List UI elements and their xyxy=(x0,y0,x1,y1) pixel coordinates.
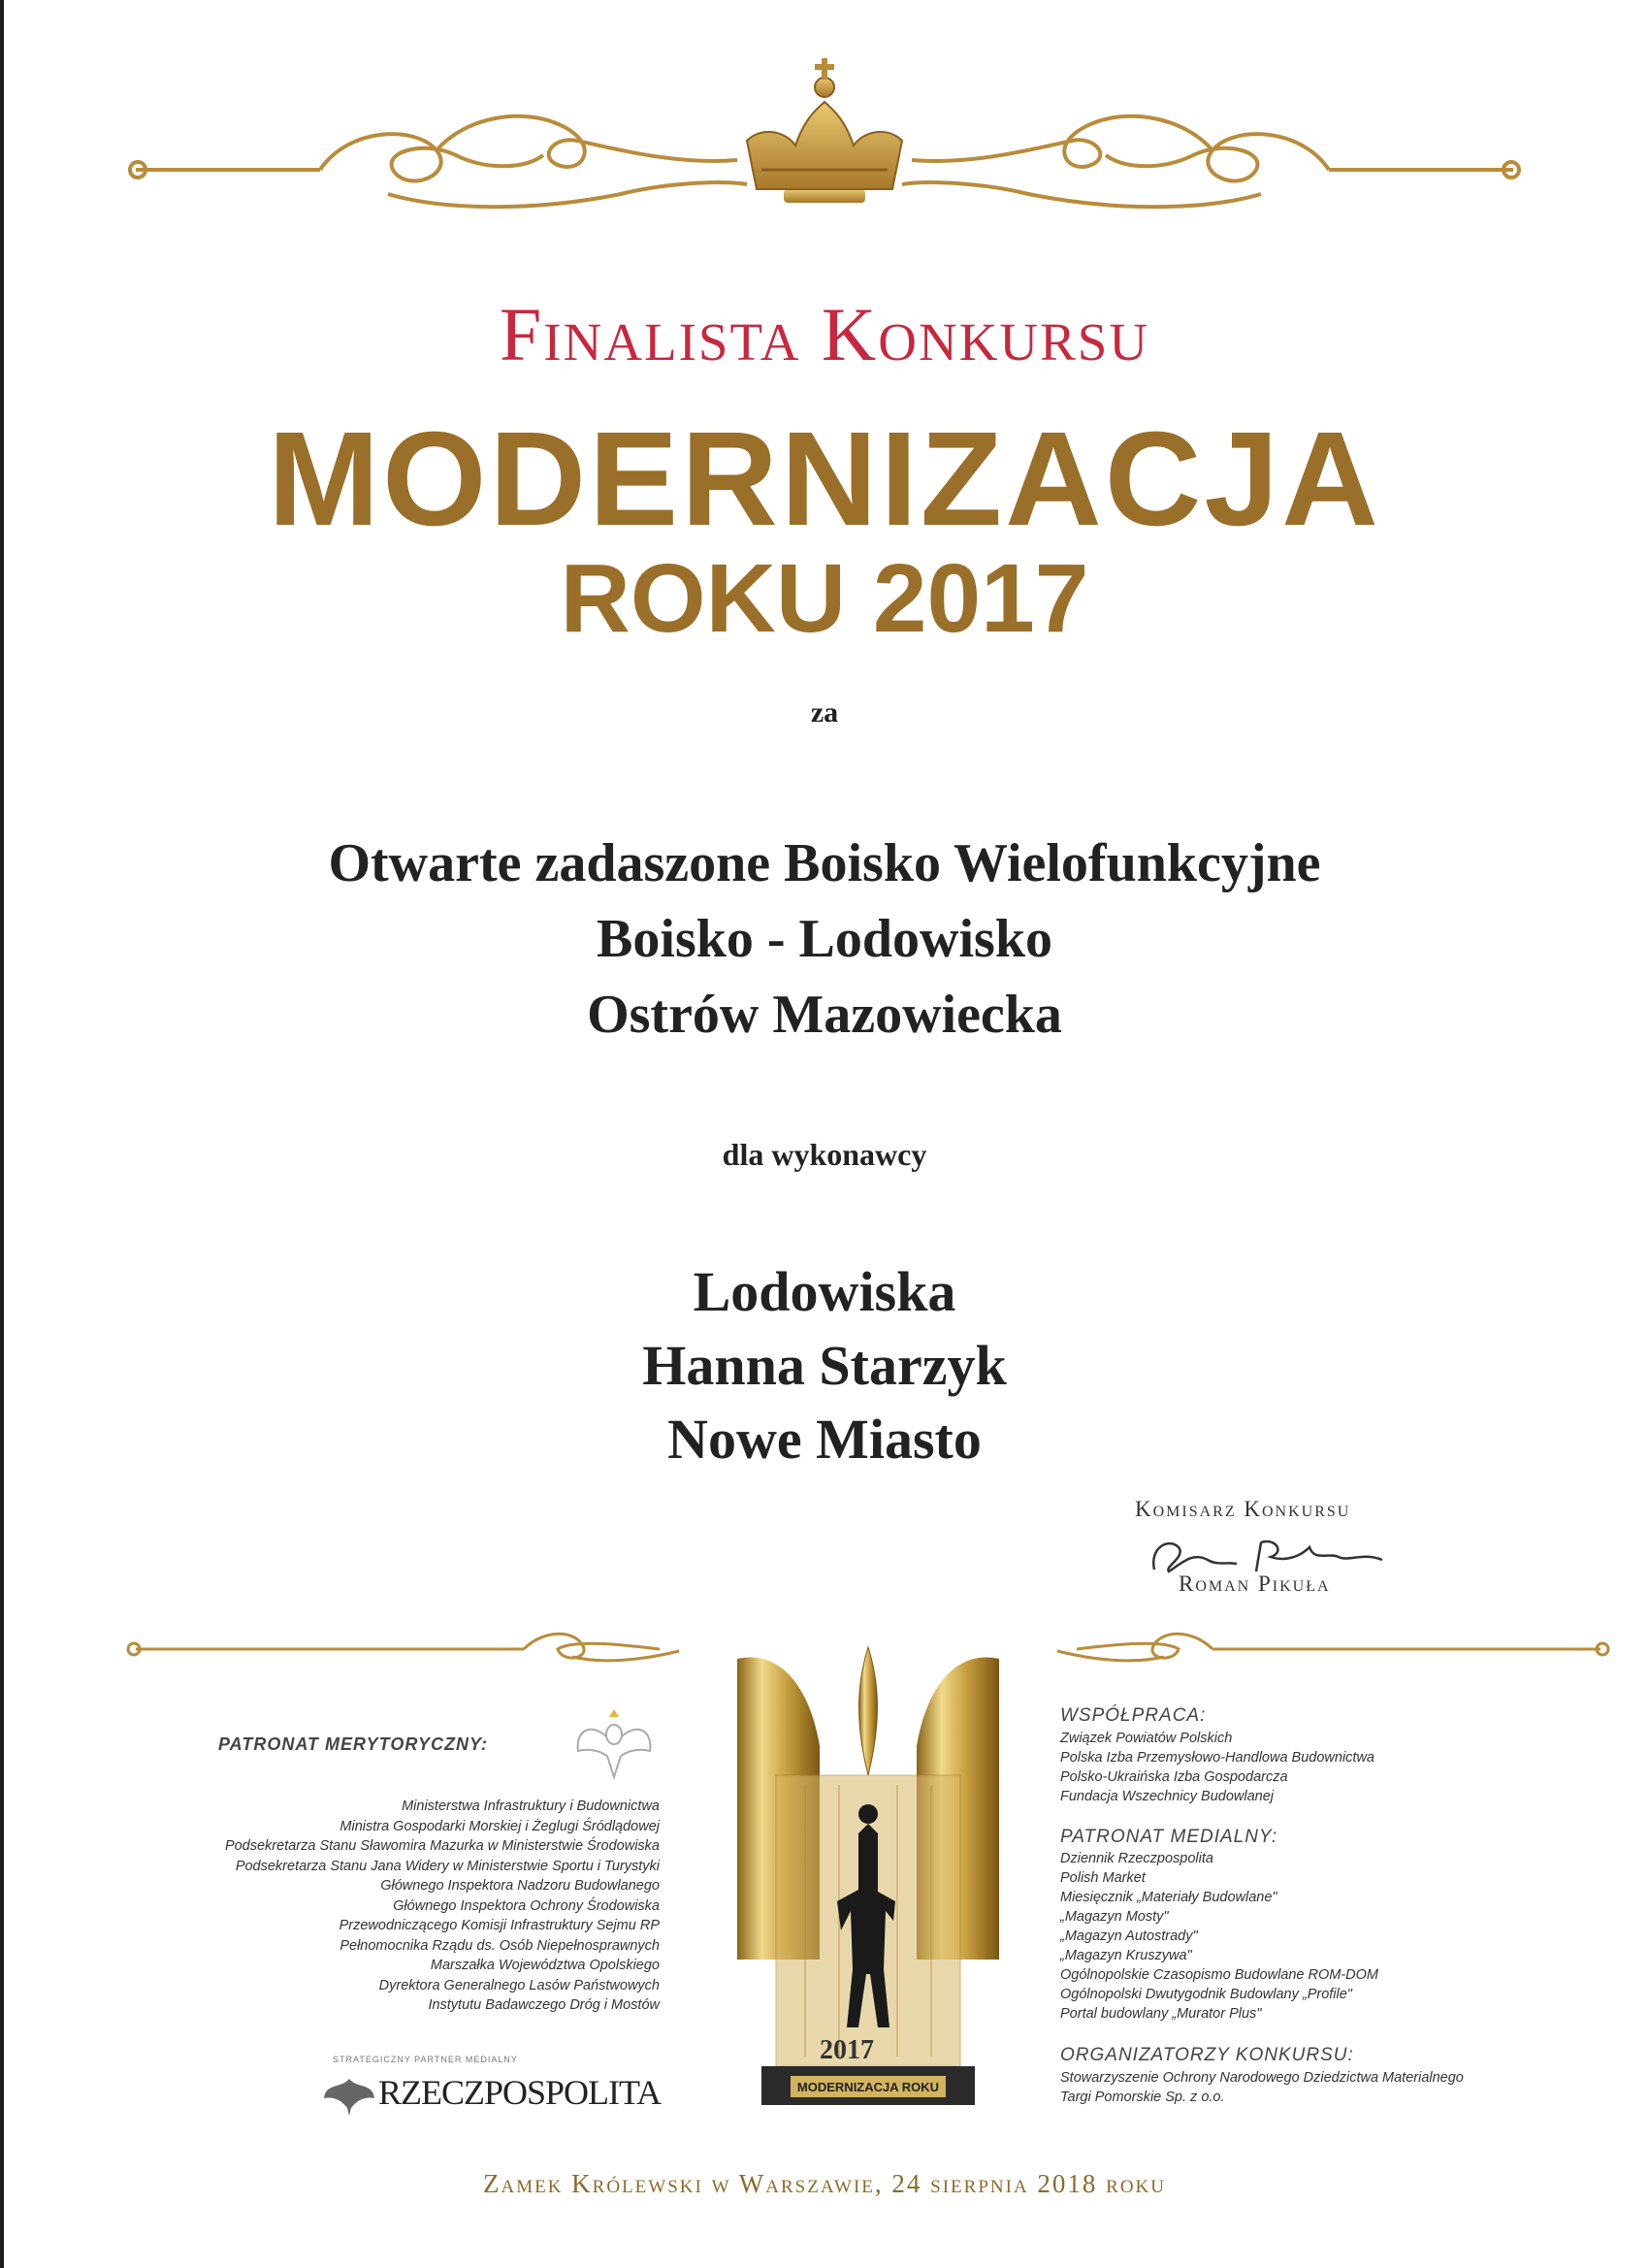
list-item: Pełnomocnika Rządu ds. Osób Niepełnosprawnych xyxy=(340,1937,660,1954)
trophy-plaque: MODERNIZACJA ROKU xyxy=(796,2080,940,2094)
commissioner-name: Roman Pikuła xyxy=(1179,1571,1331,1596)
contractor-line-3: Nowe Miasto xyxy=(667,1408,982,1471)
list-item: Polish Market xyxy=(1060,1870,1146,1886)
media-partner-name: RZECZPOSPOLITA xyxy=(378,2073,662,2112)
title-line-2: ROKU 2017 xyxy=(560,544,1089,653)
list-item: Ministra Gospodarki Morskiej i Żeglugi Śródlądowej xyxy=(340,1818,660,1834)
list-item: Portal budowlany „Murator Plus" xyxy=(1060,2006,1262,2022)
organizatorzy-heading: ORGANIZATORZY KONKURSU: xyxy=(1060,2045,1354,2065)
eagle-emblem-icon xyxy=(570,1698,658,1785)
list-item: „Magazyn Autostrady" xyxy=(1060,1928,1198,1944)
list-item: Miesięcznik „Materiały Budowlane" xyxy=(1060,1890,1277,1905)
list-item: Fundacja Wszechnicy Budowlanej xyxy=(1060,1789,1275,1804)
wspolpraca-list xyxy=(1060,1729,1374,1806)
list-item: Podsekretarza Stanu Jana Widery w Ministerstwie Sportu i Turystyki xyxy=(235,1858,660,1874)
project-line-2: Boisko - Lodowisko xyxy=(597,909,1052,969)
list-item: Ogólnopolskie Czasopismo Budowlane ROM-DOM xyxy=(1060,1967,1378,1983)
title-line-1: MODERNIZACJA xyxy=(268,405,1381,554)
crown-icon xyxy=(747,58,902,203)
list-item: Stowarzyszenie Ochrony Narodowego Dziedzictwa Materialnego xyxy=(1060,2070,1464,2086)
list-item: Głównego Inspektora Nadzoru Budowlanego xyxy=(380,1878,660,1894)
list-item: Głównego Inspektora Ochrony Środowiska xyxy=(393,1897,660,1914)
contractor-line-1: Lodowiska xyxy=(693,1260,956,1323)
list-item: Przewodniczącego Komisji Infrastruktury Sejmu RP xyxy=(339,1918,660,1933)
project-line-3: Ostrów Mazowiecka xyxy=(587,985,1062,1045)
za-label: za xyxy=(810,697,839,729)
media-partner-label: STRATEGICZNY PARTNER MEDIALNY xyxy=(333,2055,518,2064)
list-item: Polska Izba Przemysłowo-Handlowa Budownictwa xyxy=(1060,1750,1374,1766)
list-item: Marszałka Województwa Opolskiego xyxy=(430,1958,660,1973)
list-item: Dziennik Rzeczpospolita xyxy=(1060,1851,1213,1866)
patronat-medialny-heading: PATRONAT MEDIALNY: xyxy=(1060,1827,1278,1847)
list-item: Instytutu Badawczego Dróg i Mostów xyxy=(428,1997,660,2013)
patronat-merytoryczny-list xyxy=(78,1797,660,2016)
list-item: „Magazyn Mosty" xyxy=(1060,1909,1169,1925)
commissioner-title: Komisarz Konkursu xyxy=(1135,1497,1351,1521)
contractor-line-2: Hanna Starzyk xyxy=(642,1334,1007,1397)
list-item: Ogólnopolski Dwutygodnik Budowlany „Profile" xyxy=(1060,1987,1352,2002)
list-item: Polsko-Ukraińska Izba Gospodarcza xyxy=(1060,1769,1288,1785)
list-item: Związek Powiatów Polskich xyxy=(1060,1731,1233,1746)
list-item: Dyrektora Generalnego Lasów Państwowych xyxy=(378,1977,660,1993)
for-contractor-label: dla wykonawcy xyxy=(722,1137,927,1172)
organizatorzy-list xyxy=(1060,2068,1464,2107)
list-item: Targi Pomorskie Sp. z o.o. xyxy=(1060,2090,1225,2105)
footer-place-date: Zamek Królewski w Warszawie, 24 sierpnia 2018 roku xyxy=(483,2169,1166,2198)
list-item: Ministerstwa Infrastruktury i Budownictwa xyxy=(402,1798,660,1814)
top-ornament xyxy=(116,49,1533,233)
certificate-heading: Finalista Konkursu xyxy=(499,292,1150,376)
wspolpraca-heading: WSPÓŁPRACA: xyxy=(1060,1705,1207,1726)
patronat-medialny-list xyxy=(1060,1849,1378,2024)
patronat-merytoryczny-heading: PATRONAT MERYTORYCZNY: xyxy=(218,1734,489,1754)
project-line-1: Otwarte zadaszone Boisko Wielofunkcyjne xyxy=(328,833,1321,893)
list-item: „Magazyn Kruszywa" xyxy=(1060,1948,1192,1963)
rzeczpospolita-eagle-icon xyxy=(320,2071,378,2120)
trophy-year: 2017 xyxy=(820,2035,874,2065)
list-item: Podsekretarza Stanu Sławomira Mazurka w Ministerstwie Środowiska xyxy=(224,1838,660,1854)
